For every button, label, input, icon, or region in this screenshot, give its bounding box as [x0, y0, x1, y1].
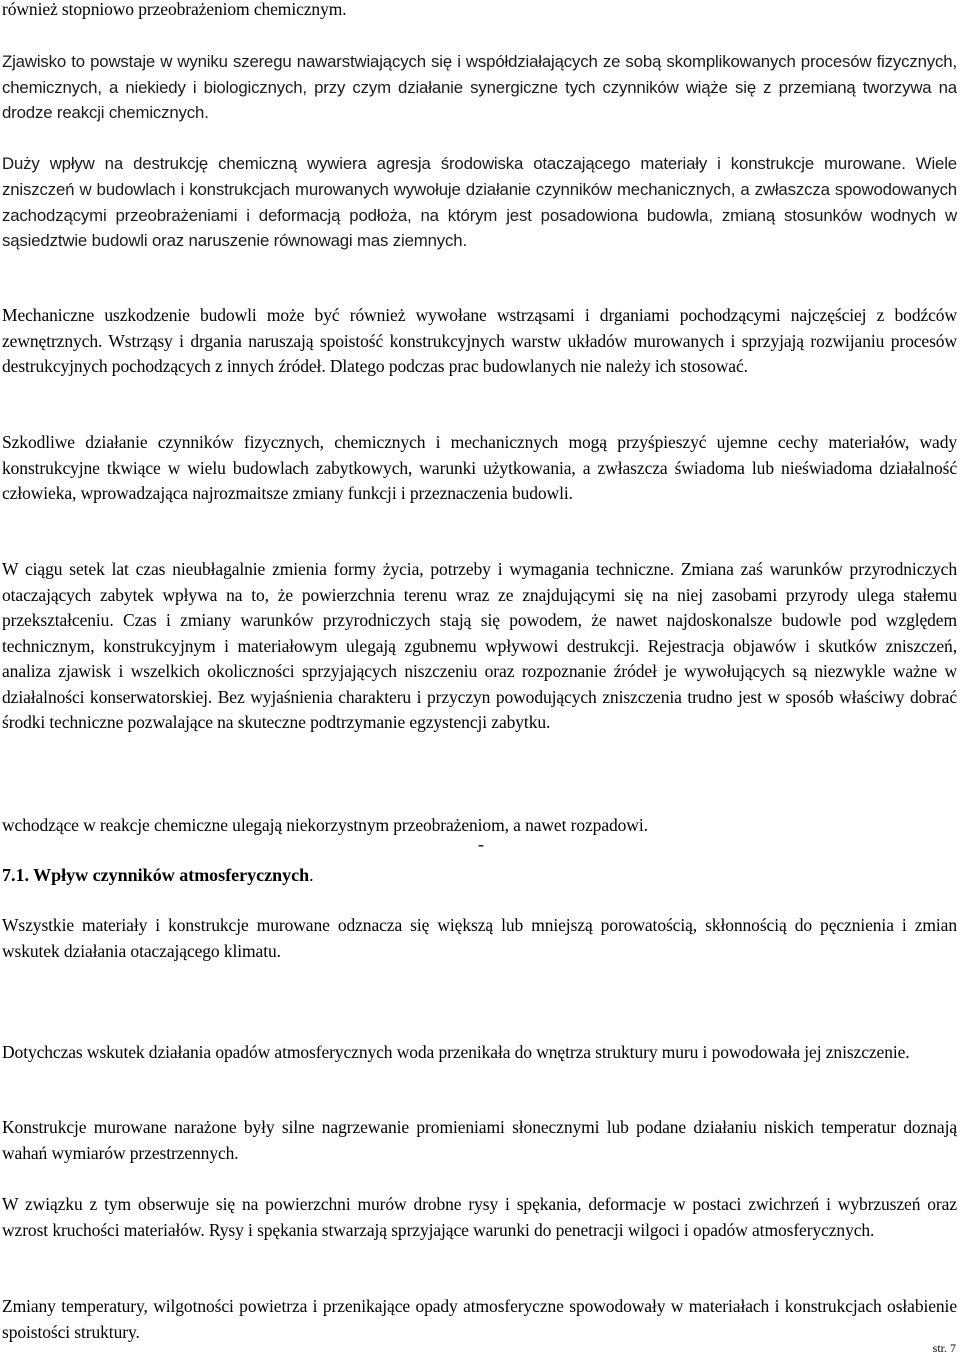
paragraph-mechanical-damage: Mechaniczne uszkodzenie budowli może być również wywołane wstrząsami i drganiami pochodzącymi najczęściej z bodźców zewnętrznych. Wstrząsy i drgania naruszają spoistość konstrukcyjnych warstw układów murowanych i sprzyjają rozwijaniu procesów destrukcyjnych pochodzących z innych źródeł. Dlatego podczas prac budowlanych nie należy ich stosować. [2, 305, 957, 376]
dash-mark: - [478, 834, 484, 854]
paragraph-time-changes: W ciągu setek lat czas nieubłagalnie zmienia formy życia, potrzeby i wymagania techniczne. Zmiana zaś warunków przyrodniczych otaczających zabytek wpływa na to, że powierzchnia terenu wraz ze znajdującymi się na niej zasobami przyrody ulega stałemu przekształceniu. Czas i zmiany warunków przyrodniczych stają się powodem, że nawet najdoskonalsze budowle pod względem technicznym, konstrukcyjnym i materiałowym ulegają zgubnemu wpływowi destrukcji. Rejestracja objawów i skutków zniszczeń, analiza zjawisk i wszelkich okoliczności sprzyjających niszczeniu oraz rozpoznanie źródeł je wywołujących są niezwykle ważne w działalności konserwatorskiej. Bez wyjaśnienia charakteru i przyczyn powodujących zniszczenia trudno jest w sposób właściwy dobrać środki techniczne pozwalające na skuteczne podtrzymanie egzystencji zabytku. [2, 559, 957, 732]
paragraph-weakening: Zmiany temperatury, wilgotności powietrza i przenikające opady atmosferyczne spowodowały w materiałach i konstrukcjach osłabienie spoistości struktury. [2, 1296, 957, 1342]
section-heading [2, 862, 314, 888]
paragraph-temperature: Konstrukcje murowane narażone były silne nagrzewanie promieniami słonecznymi lub podane działaniu niskich temperatur doznają wahań wymiarów przestrzennych. [2, 1117, 957, 1163]
paragraph-phenomenon: Zjawisko to powstaje w wyniku szeregu nawarstwiających się i współdziałających ze sobą skomplikowanych procesów fizycznych, chemicznych, a niekiedy i biologicznych, przy czym działanie synergiczne tych czynników wiąże się z przemianą tworzywa na drodze reakcji chemicznych. [2, 52, 957, 122]
paragraph-cracks: W związku z tym obserwuje się na powierzchni murów drobne rysy i spękania, deformacje w postaci zwichrzeń i wybrzuszeń oraz wzrost kruchości materiałów. Rysy i spękania stwarzają sprzyjające warunki do penetracji wilgoci i opadów atmosferycznych. [2, 1194, 957, 1240]
paragraph-porosity: Wszystkie materiały i konstrukcje murowane odznacza się większą lub mniejszą porowatością, skłonnością do pęcznienia i zmian wskutek działania otaczającego klimatu. [2, 915, 957, 961]
paragraph-chemical-destruction: Duży wpływ na destrukcję chemiczną wywiera agresja środowiska otaczającego materiały i konstrukcje murowane. Wiele zniszczeń w budowlach i konstrukcjach murowanych wywołuje działanie czynników mechanicznych, a zwłaszcza spowodowanych zachodzącymi przeobrażeniami i deformacją podłoża, na którym jest posadowiona budowla, zmianą stosunków wodnych w sąsiedztwie budowli oraz naruszenie równowagi mas ziemnych. [2, 154, 957, 251]
page-number: str. 7 [932, 1341, 956, 1355]
section-heading-period: . [309, 865, 314, 885]
paragraph-continuation: również stopniowo przeobrażeniom chemicznym. [2, 0, 347, 19]
paragraph-precipitation: Dotychczas wskutek działania opadów atmosferycznych woda przenikała do wnętrza struktury muru i powodowała jej zniszczenie. [2, 1042, 910, 1062]
paragraph-harmful-factors: Szkodliwe działanie czynników fizycznych, chemicznych i mechanicznych mogą przyśpieszyć ujemne cechy materiałów, wady konstrukcyjne tkwiące w wielu budowlach zabytkowych, warunki użytkowania, a zwłaszcza świadoma lub nieświadoma działalność człowieka, wprowadzająca najrozmaitsze zmiany funkcji i przeznaczenia budowli. [2, 432, 957, 503]
paragraph-chemical-reactions: wchodzące w reakcje chemiczne ulegają niekorzystnym przeobrażeniom, a nawet rozpadowi. [2, 815, 648, 835]
section-heading-title: 7.1. Wpływ czynników atmosferycznych [2, 865, 310, 885]
